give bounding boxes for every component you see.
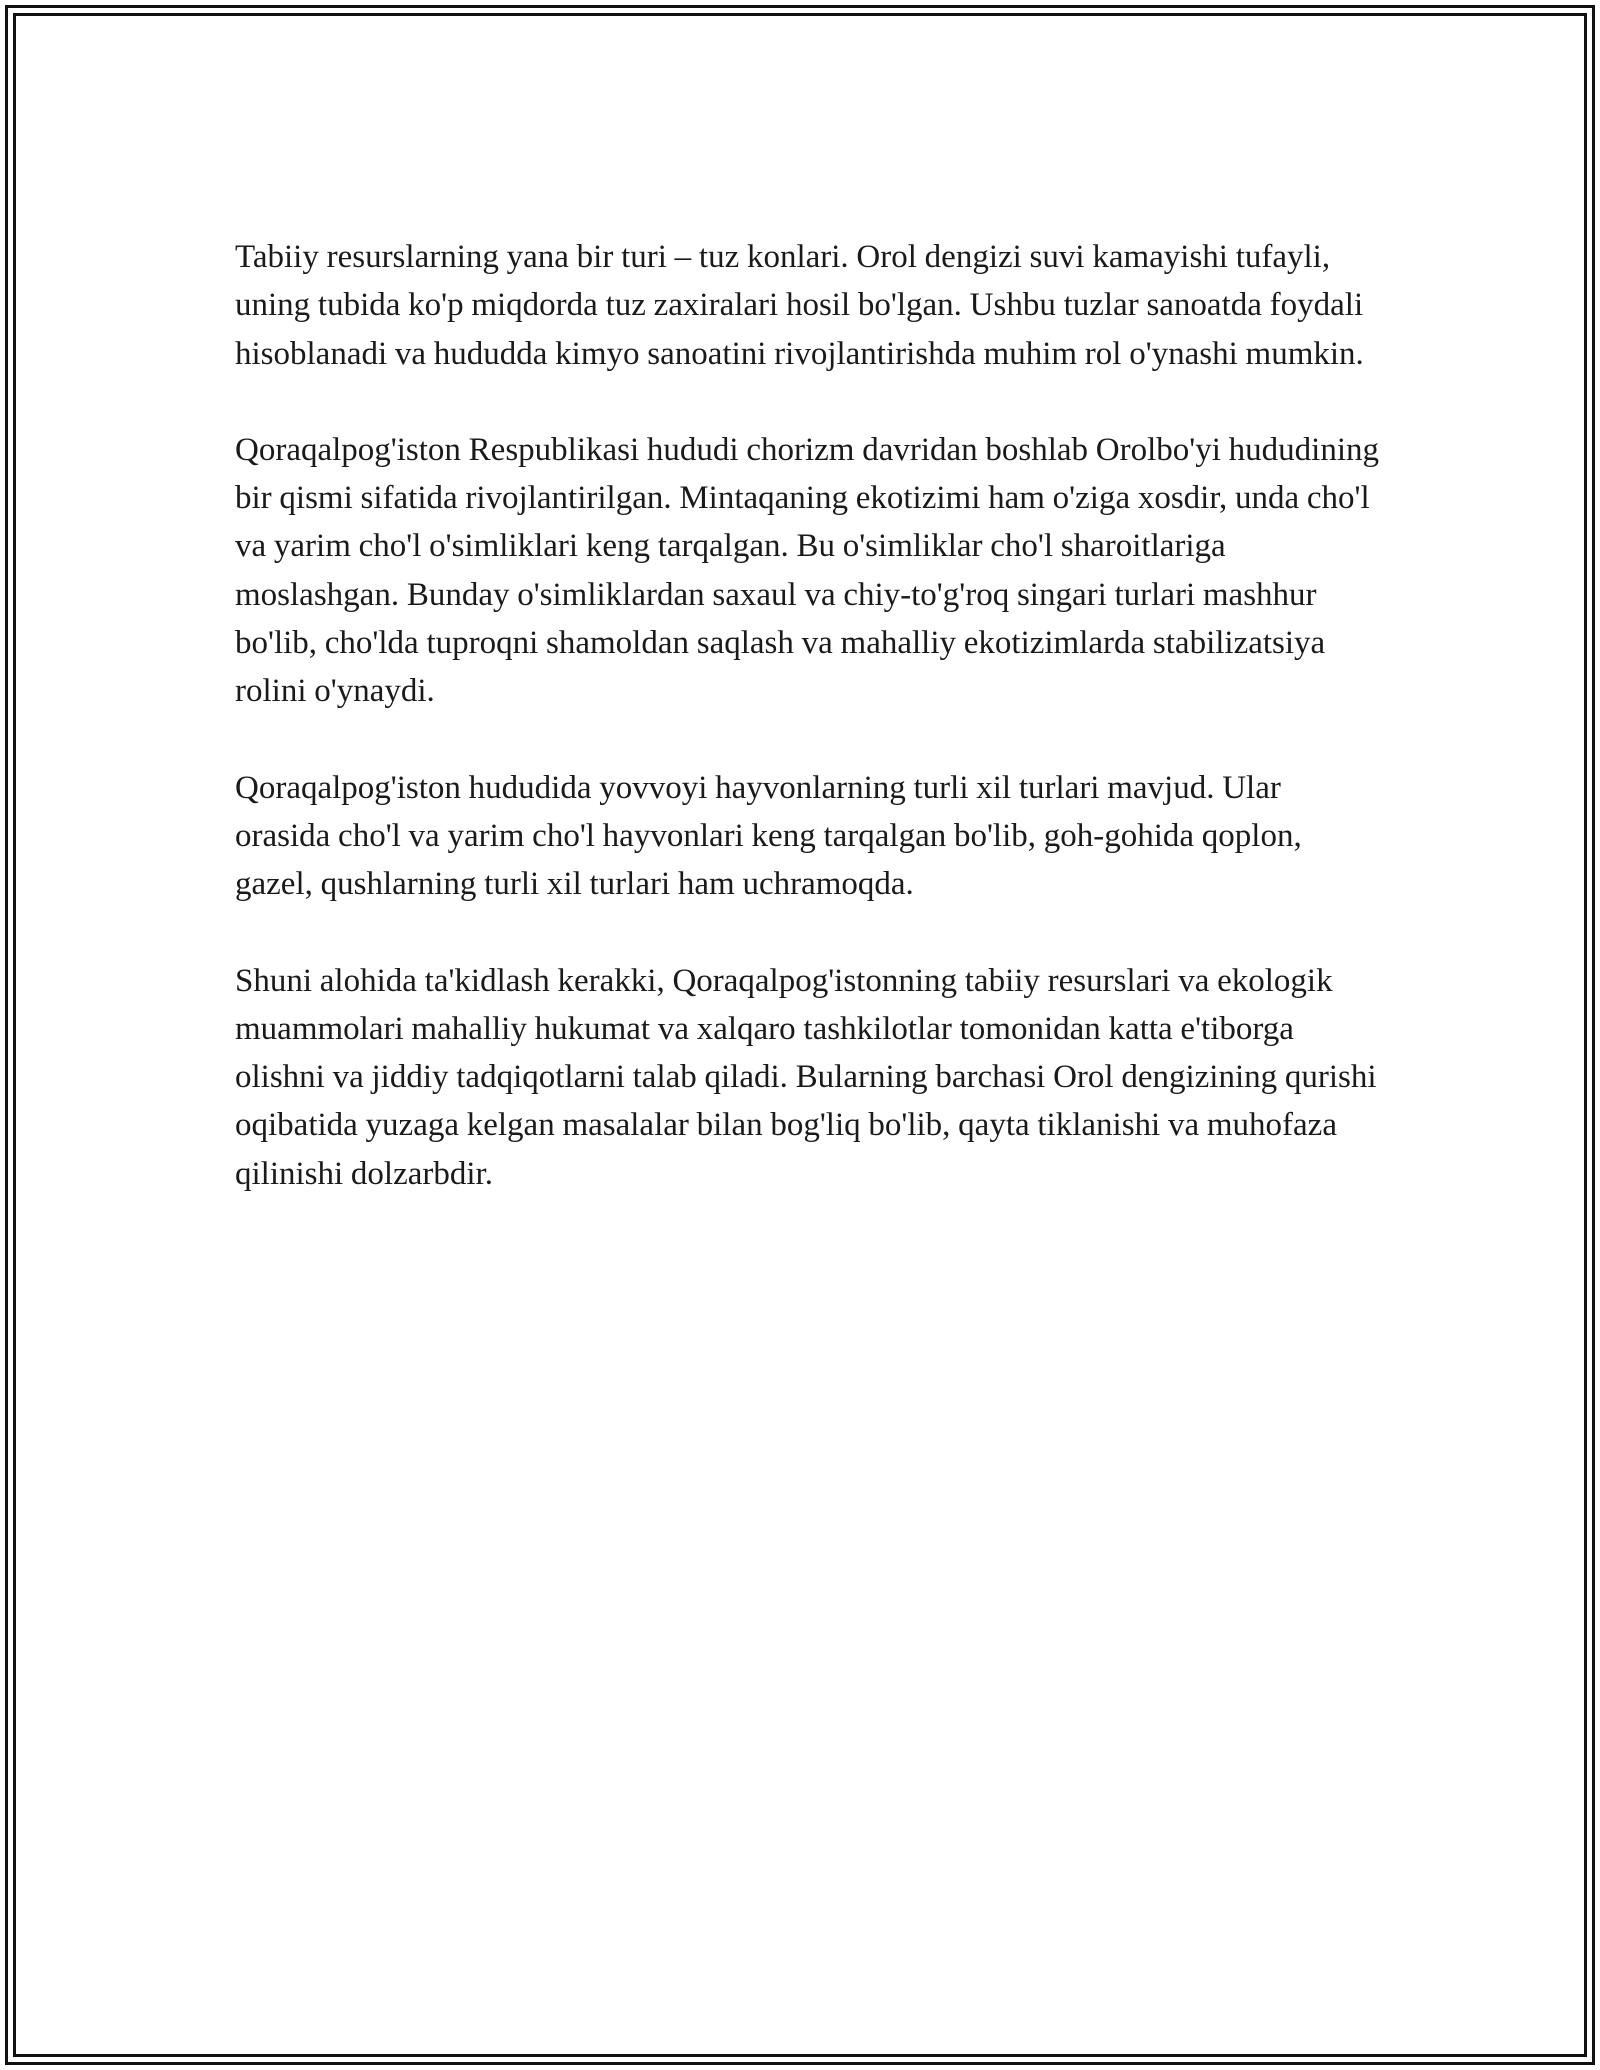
paragraph-ecological-problems: Shuni alohida ta'kidlash kerakki, Qoraqalpog'istonning tabiiy resurslari va ekologik muammolari mahalliy hukumat va xalqaro tashkilotlar tomonidan katta e'tiborga olishni va jiddiy tadqiqotlarni talab qiladi. Bularning barchasi Orol dengizining qurishi oqibatida yuzaga kelgan masalalar bilan bog'liq bo'lib, qayta tiklanishi va muhofaza qilinishi dolzarbdir. xyxy=(235,962,1377,1192)
paragraph-salt-deposits: Tabiiy resurslarning yana bir turi – tuz konlari. Orol dengizi suvi kamayishi tufayli, uning tubida ko'p miqdorda tuz zaxiralari hosil bo'lgan. Ushbu tuzlar sanoatda foydali hisoblanadi va hududda kimyo sanoatini rivojlantirishda muhim rol o'ynashi mumkin. xyxy=(235,239,1364,372)
document-body xyxy=(235,233,1380,1246)
paragraph-ecosystem-plants: Qoraqalpog'iston Respublikasi hududi chorizm davridan boshlab Orolbo'yi hududining bir qismi sifatida rivojlantirilgan. Mintaqaning ekotizimi ham o'ziga xosdir, unda cho'l va yarim cho'l o'simliklari keng tarqalgan. Bu o'simliklar cho'l sharoitlariga moslashgan. Bunday o'simliklardan saxaul va chiy-to'g'roq singari turlari mashhur bo'lib, cho'lda tuproqni shamoldan saqlash va mahalliy ekotizimlarda stabilizatsiya rolini o'ynaydi. xyxy=(235,431,1379,710)
paragraph-wild-animals: Qoraqalpog'iston hududida yovvoyi hayvonlarning turli xil turlari mavjud. Ular orasida cho'l va yarim cho'l hayvonlari keng tarqalgan bo'lib, goh-gohida qoplon, gazel, qushlarning turli xil turlari ham uchramoqda. xyxy=(235,769,1302,903)
